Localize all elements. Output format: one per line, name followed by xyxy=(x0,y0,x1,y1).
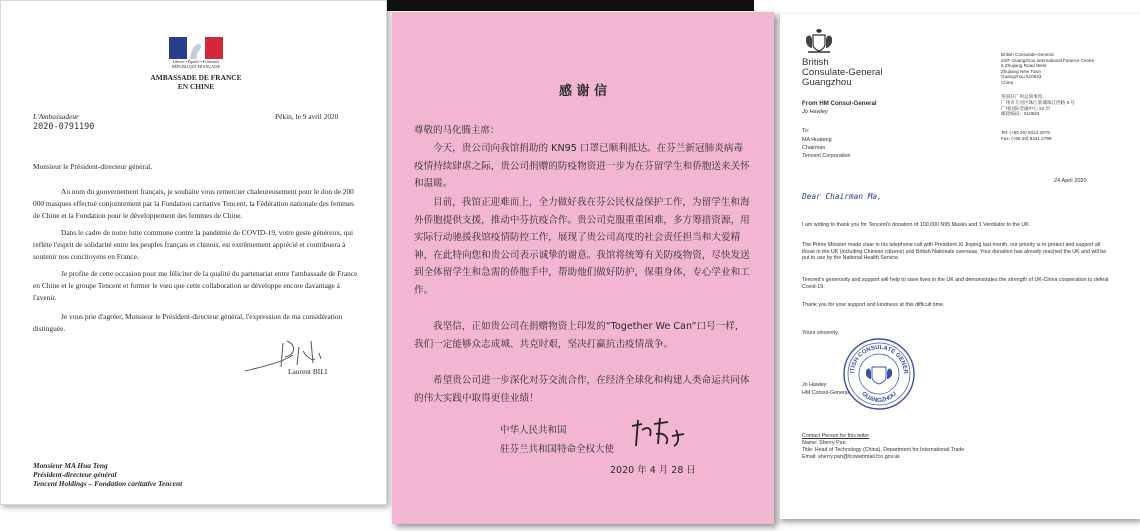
address-line: 22/F Guangzhou International Finance Centre xyxy=(1001,57,1095,63)
paragraph-4: Thank you for your support and kindness at this difficult time. xyxy=(802,302,945,308)
fax: Fax: (+86 20) 8331 2799 xyxy=(1001,136,1052,141)
address-line: 广州市天河区珠江新城珠江西路 5 号 xyxy=(1001,99,1076,105)
org-name-line1: British xyxy=(802,57,829,68)
address-line: 邮政编码：510623 xyxy=(1001,111,1040,117)
paragraph-3: Je profite de cette occasion pour me féliciter de la qualité du partenariat entre l'ambassade de France en Chine et le groupe Tencent et former le vœu que cette collaboration se développe encore davantage à l'avenir. xyxy=(33,269,358,302)
from-label: From HM Consul-General xyxy=(802,100,877,107)
top-dark-strip xyxy=(377,0,754,11)
emblem-motto: Liberté • Égalité • Fraternité xyxy=(172,59,220,64)
salutation: Dear Chairman Ma, xyxy=(802,192,882,201)
marianne-logo xyxy=(169,37,223,59)
org-name-line3: Guangzhou xyxy=(802,77,852,88)
reference-number: 2020-0791190 xyxy=(33,122,95,132)
paragraph-1: I am writing to thank you for Tencent's donation of 100,000 N95 Masks and 1 Ventilator to the UK. xyxy=(802,222,1031,228)
org-name-line2: Consulate-General xyxy=(802,67,883,78)
chinese-embassy-letter xyxy=(392,12,774,524)
telephone: Tel: (+86 20) 8314 3079 xyxy=(1001,130,1050,135)
place-date: Pékin, le 9 avril 2020 xyxy=(275,112,339,121)
embassy-title: AMBASSADE DE FRANCE xyxy=(150,73,242,82)
contact-title: Title: Head of Technology (China), Department for International Trade xyxy=(802,447,965,453)
address-line: China xyxy=(1001,79,1014,85)
address-line: 广州国际金融中心 22 层 xyxy=(1001,105,1051,111)
seal-text-bottom: GUANGZHOU xyxy=(860,391,898,405)
to-line: Tencent Corporation xyxy=(802,153,851,159)
address-line: Zhujiang New Town xyxy=(1001,68,1042,74)
to-line: Chairman xyxy=(802,145,826,151)
french-embassy-letter xyxy=(0,0,387,505)
emblem-republique: RÉPUBLIQUE FRANÇAISE xyxy=(171,64,221,69)
recipient-organisation: Tencent Holdings – Fondation caritative Tencent xyxy=(33,479,183,488)
signature-name: Laurent BILI xyxy=(288,367,328,376)
letter-date: 24 April 2020 xyxy=(1054,178,1087,184)
contact-email[interactable]: Email: sherry.pan@fcowebmail.fco.gov.uk xyxy=(802,454,900,460)
signer-name: Jo Hawley xyxy=(802,382,827,388)
signoff-title: 驻芬兰共和国特命全权大使 xyxy=(500,444,615,455)
embassy-subtitle: EN CHINE xyxy=(177,82,215,91)
address-line: 5 Zhujiang Road West xyxy=(1001,63,1047,69)
address-line: 英国驻广州总领事馆 xyxy=(1001,94,1043,99)
seal-text-top: ITISH CONSULATE GENER xyxy=(850,344,909,375)
address-english xyxy=(1001,52,1094,86)
paragraph-1: 今天，贵公司向我馆捐助的 KN95 口罩已顺利抵达。在芬兰新冠肺炎病毒疫情持续肆虐之际，贵公司捐赠的防疫物资进一步为在芬留学生和侨胞送来关怀和温暖。 xyxy=(414,143,750,189)
contact-name: Name: Sherry Pan xyxy=(802,440,846,446)
royal-coat-of-arms-icon xyxy=(802,26,836,56)
paragraph-3: 我坚信，正如贵公司在捐赠物资上印发的“Together We Can”口号一样，我们一定能够众志成城、共克时艰，坚决打赢抗击疫情战争。 xyxy=(414,321,745,350)
recipient-name: Monsieur MA Hua Teng xyxy=(33,461,108,470)
letter-date: 2020 年 4 月 28 日 xyxy=(610,465,696,476)
paragraph-3: Tencent's generosity and support will help to save lives in the UK and demonstrates the strength of UK-China cooperation to defeat Covid-19. xyxy=(802,277,1109,290)
signoff-country: 中华人民共和国 xyxy=(500,425,567,436)
salutation: 尊敬的马化腾主席： xyxy=(414,125,500,136)
paragraph-1: Au nom du gouvernement français, je souhaite vous remercier chaleureusement pour le don de 200 000 masques effectué conjointement par la Fondation caritative Tencent, la Fédération nationale des femmes de Chine et la Fondation pour le développement des femmes de Chine. xyxy=(33,187,355,220)
paragraph-2: Dans le cadre de notre lutte commune contre la pandémie de COVID-19, votre geste généreux, qui reflète l'esprit de solidarité entre les peuples français et chinois, est extrêmement apprécié et contribuera à soutenir nos concitoyens en France. xyxy=(33,228,354,261)
paragraph-2: 目前，我馆正迎难而上，全力做好我在芬公民权益保护工作，为留学生和海外侨胞提供支援，推动中芬抗疫合作。贵公司克服重重困难，多方筹措资源，用实际行动驰援我馆疫情防控工作，展现了贵公司高度的社会责任担当和大爱精神，在此特向您和贵公司表示诚挚的谢意。我馆将统筹有关防疫物资，尽快发送到全体留学生和急需的侨胞手中，帮助他们做好防护，保重身体，专心学业和工作。 xyxy=(414,197,750,296)
closing: Yours sincerely, xyxy=(802,330,839,336)
to-label: To: xyxy=(802,128,810,134)
letter-title: 感 谢 信 xyxy=(558,84,608,99)
sender-title: L'Ambassadeur xyxy=(33,112,79,121)
british-consulate-letter xyxy=(779,14,1140,519)
address-line: Guangzhou 510623 xyxy=(1001,74,1042,80)
signer-title: HM Consul-General xyxy=(802,390,849,396)
paragraph-4: 希望贵公司进一步深化对芬交流合作，在经济全球化和构建人类命运共同体的伟大实践中取得更佳业绩！ xyxy=(414,375,750,404)
contact-heading: Contact Person for this letter xyxy=(802,433,870,439)
recipient-title: Président-directeur général xyxy=(33,470,117,479)
paragraph-4: Je vous prie d'agréer, Monsieur le Président-directeur général, l'expression de ma considération distinguée. xyxy=(33,312,343,333)
paragraph-2: The Prime Minister made clear in his telephone call with President Xi Jinping last month, our priority is to protect and support all those in the UK (including Chinese citizens) and British Nationals overseas. Your donation has already reached the UK and will be put to use by the National Health Service. xyxy=(802,242,1107,262)
consulate-seal xyxy=(842,337,916,411)
address-line: British Consulate-General xyxy=(1001,52,1054,57)
to-line: MA Huateng xyxy=(802,137,832,143)
salutation: Monsieur le Président-directeur général, xyxy=(33,162,153,171)
address-chinese xyxy=(1001,94,1075,117)
from-name: Jo Hawley xyxy=(802,109,828,115)
